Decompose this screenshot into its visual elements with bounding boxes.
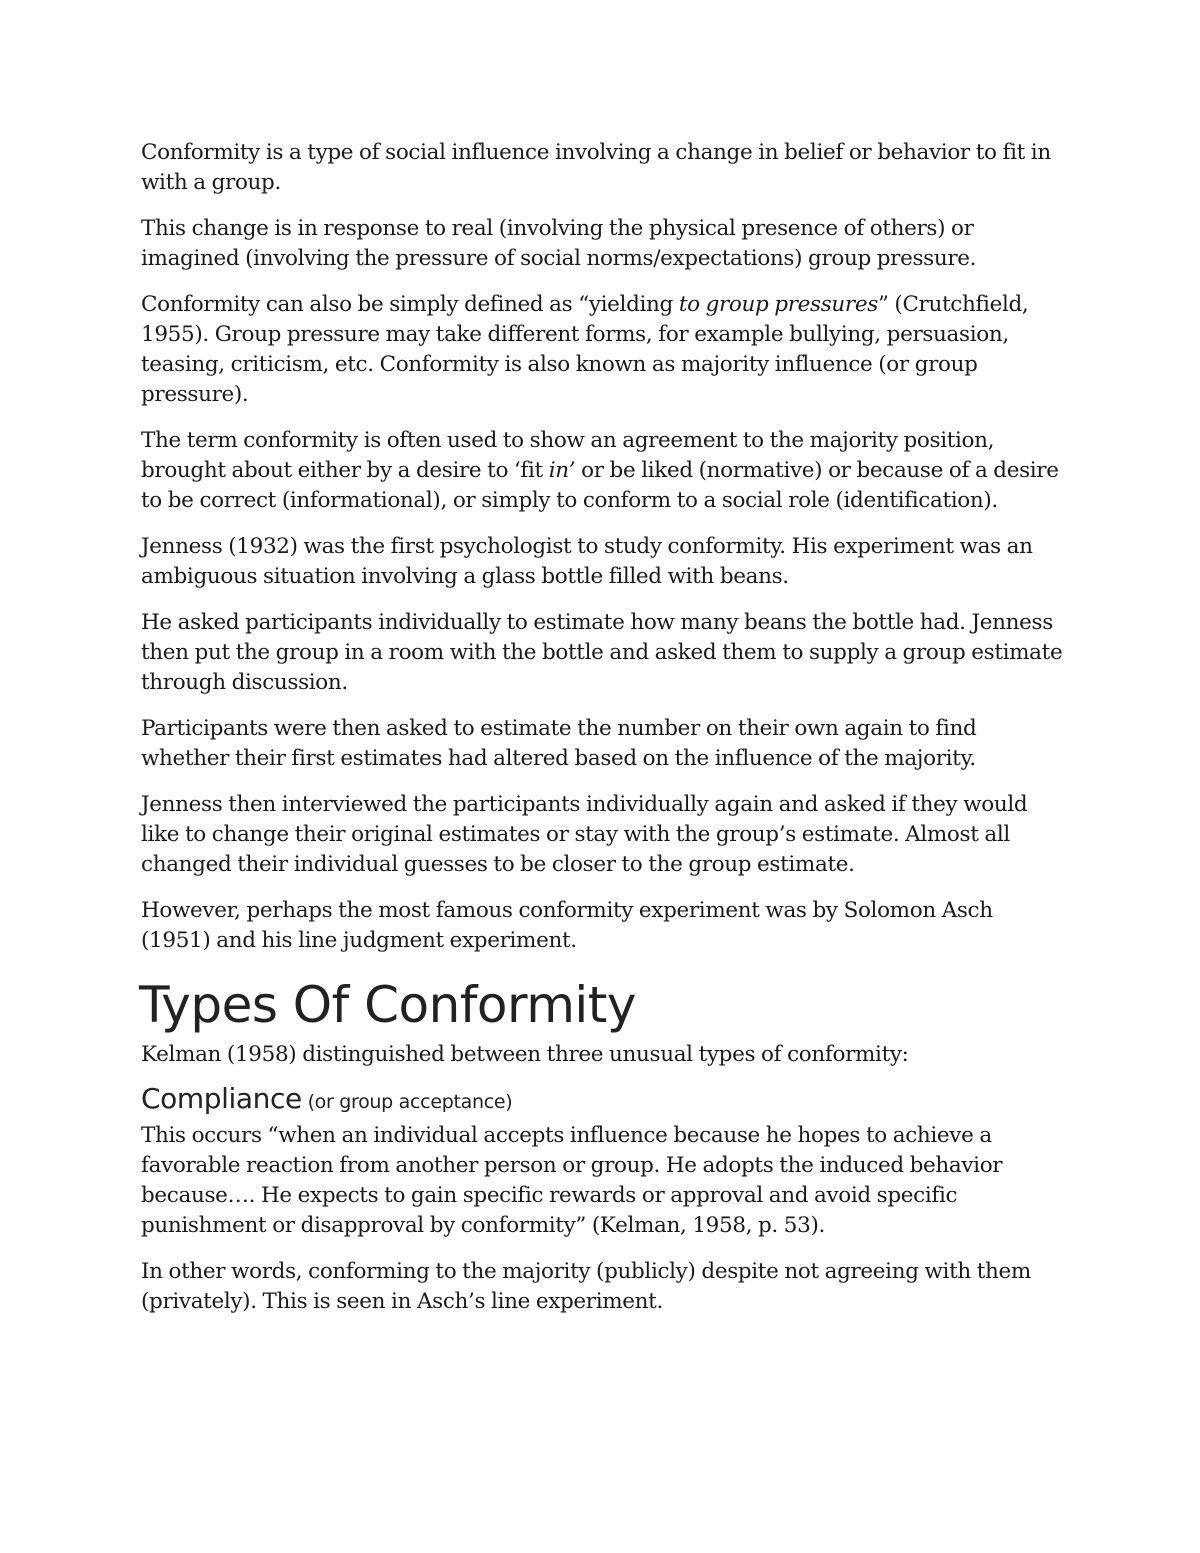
- paragraph-change-response: This change is in response to real (involving the physical presence of others) or imagined (involving the pressure of social norms/expectations) group pressure.: [141, 216, 977, 271]
- paragraph-conformity-definition: Conformity is a type of social influence involving a change in belief or behavior to fit in with a group.: [141, 140, 1051, 195]
- paragraph-yielding-italic: to group pressures: [678, 292, 878, 317]
- paragraph-jenness-first: Jenness (1932) was the first psychologist to study conformity. His experiment was an ambiguous situation involving a glass bottle filled with beans.: [141, 534, 1033, 589]
- paragraph-term-text-end: or be liked (normative) or because of a desire to be correct (informational), or simply to conform to a social role (identification).: [141, 458, 1059, 513]
- paragraph-yielding-text-end: ” (Crutchfield, 1955). Group pressure may take different forms, for example bullying, persuasion, teasing, criticism, etc. Conformity is also known as majority influence (or group pressure).: [141, 292, 1029, 407]
- heading-compliance: [141, 1082, 1066, 1119]
- heading-types-of-conformity: Types Of Conformity: [139, 976, 636, 1034]
- paragraph-yielding-definition: [141, 290, 1066, 410]
- paragraph-jenness-interview: Jenness then interviewed the participants individually again and asked if they would like to change their original estimates or stay with the group’s estimate. Almost all changed their individual guesses to be closer to the group estimate.: [141, 792, 1028, 877]
- paragraph-term-conformity: [141, 426, 1066, 516]
- paragraph-term-text-start: The term conformity is often used to show an agreement to the majority position, brought about either by a desire to ‘fit: [141, 428, 995, 483]
- paragraph-compliance-quote: This occurs “when an individual accepts influence because he hopes to achieve a favorable reaction from another person or group. He adopts the induced behavior because…. He expects to gain specific rewards or approval and avoid specific punishment or disapproval by conformity” (Kelman, 1958, p. 53).: [141, 1123, 1003, 1238]
- document-body: [141, 138, 1066, 1333]
- paragraph-kelman-intro: Kelman (1958) distinguished between three unusual types of conformity:: [141, 1042, 909, 1067]
- heading-compliance-main: Compliance: [141, 1082, 302, 1115]
- paragraph-jenness-estimate: He asked participants individually to estimate how many beans the bottle had. Jenness then put the group in a room with the bottle and asked them to supply a group estimate through discussion.: [141, 610, 1063, 695]
- paragraph-term-italic: in’: [548, 458, 576, 483]
- paragraph-asch-mention: However, perhaps the most famous conformity experiment was by Solomon Asch (1951) and his line judgment experiment.: [141, 898, 993, 953]
- paragraph-yielding-text-start: Conformity can also be simply defined as “yielding: [141, 292, 679, 317]
- paragraph-compliance-other-words: In other words, conforming to the majority (publicly) despite not agreeing with them (privately). This is seen in Asch’s line experiment.: [141, 1259, 1031, 1314]
- paragraph-participants-again: Participants were then asked to estimate the number on their own again to find whether their first estimates had altered based on the influence of the majority.: [141, 716, 977, 771]
- heading-compliance-sub: (or group acceptance): [301, 1091, 513, 1113]
